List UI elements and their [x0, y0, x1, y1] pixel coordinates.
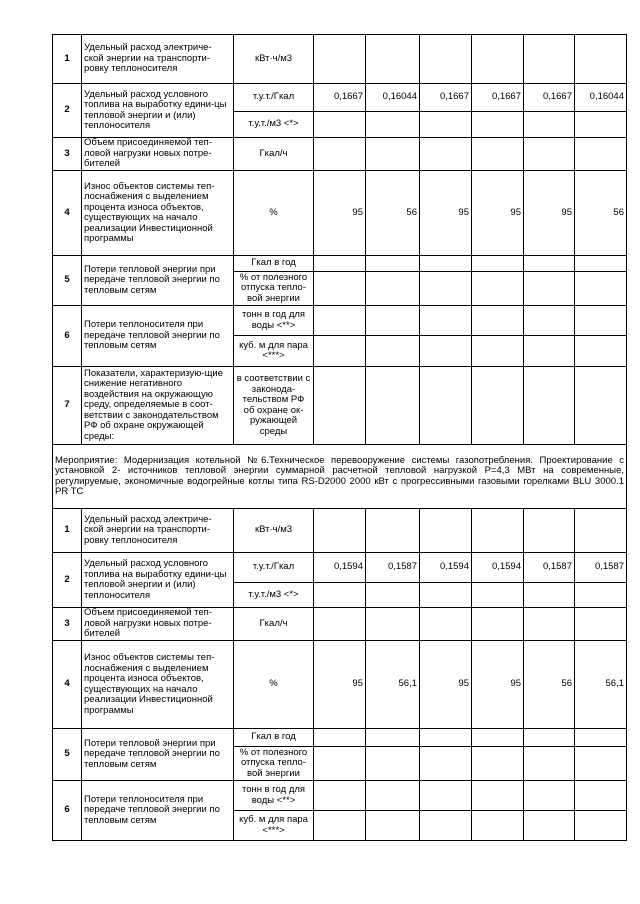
unit-cell: т.у.т./Гкал: [234, 553, 314, 583]
table-row: [53, 553, 627, 583]
event-description-cell: Мероприятие: Модернизация котельной №6.Техническое перевооружение системы газопотребления. Проектирование с установкой 2- источников тепловой энергии суммарной расчетной тепловой нагрузкой Р=4,3 МВт на современные, регулируемые, экономичные водогрейные котлы типа RS-D2000 2000 кВт с прогрессивными газовыми горелками BLU 3000.1 PR TC: [53, 445, 627, 509]
row-number-cell: 6: [53, 781, 82, 841]
indicator-name-cell: Показатели, характеризую-щие снижение негативного воздействия на окружающую среду, определяемые в соот-ветствии с законодательством РФ об охране окружающей среды:: [82, 367, 234, 445]
value-cell: 0,1667: [420, 84, 472, 112]
indicator-name-cell: Потери тепловой энергии при передаче тепловой энергии по тепловым сетям: [82, 729, 234, 781]
indicator-name-cell: Удельный расход электриче-ской энергии на транспорти-ровку теплоносителя: [82, 35, 234, 84]
value-cell: [575, 35, 627, 84]
unit-cell: т.у.т./м3 <*>: [234, 112, 314, 138]
unit-cell: куб. м для пара <***>: [234, 336, 314, 367]
row-number-cell: 3: [53, 608, 82, 641]
value-cell: 95: [420, 641, 472, 729]
value-cell: [524, 583, 575, 608]
value-cell: [472, 35, 524, 84]
indicator-name-cell: Удельный расход условного топлива на выработку едини-цы тепловой энергии и (или) теплоносителя: [82, 84, 234, 138]
value-cell: [575, 306, 627, 336]
value-cell: [472, 608, 524, 641]
indicator-name-cell: Потери теплоносителя при передаче тепловой энергии по тепловым сетям: [82, 781, 234, 841]
value-cell: 56: [524, 641, 575, 729]
value-cell: [472, 256, 524, 272]
value-cell: [314, 811, 366, 841]
value-cell: 0,1667: [314, 84, 366, 112]
value-cell: [524, 367, 575, 445]
value-cell: [314, 256, 366, 272]
value-cell: [575, 509, 627, 553]
table-row: [53, 729, 627, 747]
row-number-cell: 1: [53, 35, 82, 84]
unit-cell: тонн в год для воды <**>: [234, 306, 314, 336]
value-cell: [472, 112, 524, 138]
value-cell: [575, 138, 627, 171]
value-cell: 56: [366, 171, 420, 256]
value-cell: [366, 272, 420, 306]
value-cell: 95: [314, 171, 366, 256]
value-cell: 0,1587: [366, 553, 420, 583]
table-row: [53, 608, 627, 641]
unit-cell: Гкал в год: [234, 256, 314, 272]
table-row: [53, 509, 627, 553]
value-cell: 95: [524, 171, 575, 256]
value-cell: [524, 112, 575, 138]
value-cell: [472, 138, 524, 171]
value-cell: [420, 729, 472, 747]
value-cell: [472, 811, 524, 841]
value-cell: [524, 729, 575, 747]
value-cell: [366, 336, 420, 367]
value-cell: [366, 781, 420, 811]
row-number-cell: 5: [53, 729, 82, 781]
value-cell: [420, 336, 472, 367]
unit-cell: %: [234, 171, 314, 256]
value-cell: 95: [420, 171, 472, 256]
value-cell: [366, 509, 420, 553]
value-cell: [524, 138, 575, 171]
indicator-name-cell: Потери теплоносителя при передаче тепловой энергии по тепловым сетям: [82, 306, 234, 367]
value-cell: 0,1594: [420, 553, 472, 583]
value-cell: [524, 256, 575, 272]
indicator-name-cell: Износ объектов системы теп-лоснабжения с выделением процента износа объектов, существующих на начало реализации Инвестиционной программы: [82, 171, 234, 256]
table-row: [53, 138, 627, 171]
value-cell: [420, 256, 472, 272]
value-cell: [366, 367, 420, 445]
row-number-cell: 3: [53, 138, 82, 171]
value-cell: [314, 272, 366, 306]
value-cell: 0,1594: [314, 553, 366, 583]
value-cell: [524, 272, 575, 306]
indicator-name-cell: Удельный расход условного топлива на выработку едини-цы тепловой энергии и (или) теплоносителя: [82, 553, 234, 608]
table-row: [53, 171, 627, 256]
unit-cell: Гкал/ч: [234, 608, 314, 641]
value-cell: [575, 781, 627, 811]
value-cell: [524, 509, 575, 553]
value-cell: [420, 138, 472, 171]
row-number-cell: 1: [53, 509, 82, 553]
value-cell: 0,16044: [366, 84, 420, 112]
unit-cell: т.у.т./Гкал: [234, 84, 314, 112]
row-number-cell: 2: [53, 553, 82, 608]
indicators-table-body: [53, 35, 627, 841]
value-cell: [314, 583, 366, 608]
value-cell: [472, 272, 524, 306]
table-row: [53, 35, 627, 84]
value-cell: [575, 583, 627, 608]
value-cell: [524, 336, 575, 367]
value-cell: [314, 112, 366, 138]
value-cell: [575, 608, 627, 641]
value-cell: [472, 583, 524, 608]
value-cell: [524, 35, 575, 84]
value-cell: [314, 367, 366, 445]
indicator-name-cell: Объем присоединяемой теп-ловой нагрузки новых потре-бителей: [82, 138, 234, 171]
value-cell: 0,1594: [472, 553, 524, 583]
value-cell: 0,1667: [472, 84, 524, 112]
value-cell: [524, 608, 575, 641]
value-cell: [472, 729, 524, 747]
value-cell: [472, 509, 524, 553]
indicators-table: [52, 34, 627, 841]
value-cell: [472, 781, 524, 811]
value-cell: [366, 138, 420, 171]
value-cell: [314, 781, 366, 811]
table-row: [53, 641, 627, 729]
row-number-cell: 7: [53, 367, 82, 445]
value-cell: [420, 112, 472, 138]
value-cell: [575, 336, 627, 367]
indicator-name-cell: Потери тепловой энергии при передаче тепловой энергии по тепловым сетям: [82, 256, 234, 306]
table-row: [53, 256, 627, 272]
unit-cell: % от полезного отпуска тепло-вой энергии: [234, 747, 314, 781]
value-cell: 95: [472, 171, 524, 256]
row-number-cell: 5: [53, 256, 82, 306]
value-cell: [366, 35, 420, 84]
unit-cell: т.у.т./м3 <*>: [234, 583, 314, 608]
unit-cell: % от полезного отпуска тепло-вой энергии: [234, 272, 314, 306]
value-cell: [366, 608, 420, 641]
value-cell: [575, 272, 627, 306]
value-cell: [575, 367, 627, 445]
value-cell: [420, 35, 472, 84]
event-row: [53, 445, 627, 509]
table-row: [53, 306, 627, 336]
value-cell: 95: [314, 641, 366, 729]
value-cell: [575, 112, 627, 138]
value-cell: 56,1: [575, 641, 627, 729]
value-cell: [524, 811, 575, 841]
value-cell: 0,1587: [524, 553, 575, 583]
value-cell: 0,1667: [524, 84, 575, 112]
value-cell: [472, 306, 524, 336]
value-cell: [366, 747, 420, 781]
value-cell: [472, 747, 524, 781]
value-cell: [366, 306, 420, 336]
unit-cell: в соответствии с законода-тельством РФ об охране ок-ружающей среды: [234, 367, 314, 445]
value-cell: [314, 306, 366, 336]
value-cell: 0,1587: [575, 553, 627, 583]
value-cell: [472, 367, 524, 445]
value-cell: [524, 747, 575, 781]
unit-cell: куб. м для пара <***>: [234, 811, 314, 841]
value-cell: [575, 256, 627, 272]
value-cell: [314, 509, 366, 553]
value-cell: [420, 608, 472, 641]
value-cell: [314, 35, 366, 84]
table-row: [53, 84, 627, 112]
unit-cell: %: [234, 641, 314, 729]
value-cell: [420, 272, 472, 306]
value-cell: [420, 367, 472, 445]
value-cell: [575, 811, 627, 841]
row-number-cell: 2: [53, 84, 82, 138]
value-cell: [366, 256, 420, 272]
unit-cell: кВт·ч/м3: [234, 509, 314, 553]
value-cell: [472, 336, 524, 367]
value-cell: [314, 747, 366, 781]
value-cell: [420, 509, 472, 553]
value-cell: [314, 336, 366, 367]
value-cell: [420, 781, 472, 811]
value-cell: [420, 811, 472, 841]
value-cell: [524, 306, 575, 336]
table-row: [53, 781, 627, 811]
unit-cell: кВт·ч/м3: [234, 35, 314, 84]
indicator-name-cell: Удельный расход электриче-ской энергии на транспорти-ровку теплоносителя: [82, 509, 234, 553]
value-cell: [575, 729, 627, 747]
value-cell: [420, 306, 472, 336]
indicator-name-cell: Объем присоединяемой теп-ловой нагрузки новых потре-бителей: [82, 608, 234, 641]
row-number-cell: 4: [53, 171, 82, 256]
value-cell: [314, 608, 366, 641]
value-cell: [366, 729, 420, 747]
value-cell: [366, 583, 420, 608]
value-cell: [420, 747, 472, 781]
value-cell: [524, 781, 575, 811]
value-cell: [366, 811, 420, 841]
value-cell: [314, 729, 366, 747]
unit-cell: Гкал в год: [234, 729, 314, 747]
unit-cell: тонн в год для воды <**>: [234, 781, 314, 811]
value-cell: 95: [472, 641, 524, 729]
value-cell: 0,16044: [575, 84, 627, 112]
row-number-cell: 4: [53, 641, 82, 729]
row-number-cell: 6: [53, 306, 82, 367]
table-row: [53, 367, 627, 445]
indicator-name-cell: Износ объектов системы теп-лоснабжения с выделением процента износа объектов, существующих на начало реализации Инвестиционной программы: [82, 641, 234, 729]
value-cell: [314, 138, 366, 171]
value-cell: 56: [575, 171, 627, 256]
value-cell: [366, 112, 420, 138]
value-cell: 56,1: [366, 641, 420, 729]
value-cell: [420, 583, 472, 608]
unit-cell: Гкал/ч: [234, 138, 314, 171]
value-cell: [575, 747, 627, 781]
